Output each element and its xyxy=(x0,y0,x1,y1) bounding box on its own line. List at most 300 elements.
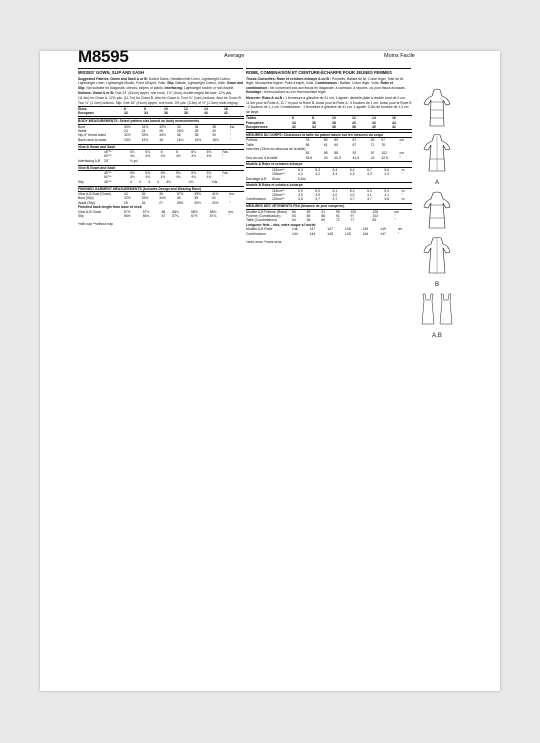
table-cell: 35 xyxy=(141,192,146,197)
table-cell: 4,0 xyxy=(332,193,338,198)
size-cell: 6 xyxy=(292,116,312,121)
table-cell: 4⅜ xyxy=(130,175,135,180)
table-cell: 4,1 xyxy=(384,193,390,198)
row-label: Taille (Combinaison) xyxy=(246,218,277,223)
table-cell: " xyxy=(228,213,230,218)
size-cell: 12 xyxy=(352,116,372,121)
table-cell: 147 xyxy=(309,227,316,232)
table-cell: m xyxy=(401,167,405,172)
table-cell: 33½ xyxy=(141,133,149,138)
table-cell: 5,0 xyxy=(315,188,320,193)
table-cell: 145 xyxy=(327,231,333,236)
size-cell: 44 xyxy=(392,120,396,125)
table-cell: 6⅛ xyxy=(206,150,212,155)
interfacing-lead: Interfacing: xyxy=(164,85,184,90)
table-cell: 30½ xyxy=(124,124,131,129)
table-cell: " xyxy=(399,155,401,160)
sizes-table-french xyxy=(246,115,412,130)
european-row xyxy=(78,111,244,116)
table-cell: 4⅜ xyxy=(175,154,181,159)
size-cell: 10 xyxy=(332,116,352,121)
table-cell: 88 xyxy=(334,151,339,156)
table-cell: 4⅜ xyxy=(145,175,151,180)
table-cell: 5,3 xyxy=(298,167,303,172)
table-cell: 83 xyxy=(292,214,296,219)
table-cell: 5,2 xyxy=(349,188,355,193)
table-cell: 32½ xyxy=(159,124,166,129)
table-cell: 66 xyxy=(306,218,311,223)
table-cell: 37½ xyxy=(176,192,184,197)
notions-lead: Mercerie: Robe A ou B : xyxy=(246,95,285,100)
size-cell: 6 xyxy=(124,107,144,112)
not-suitable-lead: Robe et combinaison : xyxy=(246,81,393,90)
fabric-width: 60"** xyxy=(104,175,112,180)
table-row xyxy=(246,156,412,160)
table-cell: " xyxy=(401,193,403,198)
table-cell: 76 xyxy=(381,142,385,147)
size-cell: 42 xyxy=(372,120,376,125)
row-label: Hip-9" below waist xyxy=(78,133,106,138)
size-cell: 40 xyxy=(352,120,356,125)
not-suitable-text: Ne convenant pas aux tissus en diagonale, à carreaux, à rayures, ou pour tissus écossais. xyxy=(269,85,406,90)
english-column xyxy=(78,71,244,227)
table-cell: 80 xyxy=(323,138,328,143)
table-cell: 57¼ xyxy=(172,213,179,218)
size-cell: 16 xyxy=(224,107,244,112)
table-cell: 88 xyxy=(321,214,326,219)
slip-table-english xyxy=(78,180,244,184)
table-cell: 30½ xyxy=(194,200,201,205)
sizes-label: Sizes xyxy=(78,107,124,112)
footnote-french: *avec sens **sans sens xyxy=(246,239,282,244)
row-label: Slip xyxy=(78,213,84,218)
table-cell: 16½ xyxy=(194,137,202,142)
table-cell: 34 xyxy=(124,192,128,197)
row-label: Waist xyxy=(78,129,87,134)
table-cell: cm xyxy=(397,227,403,232)
size-cell: 14 xyxy=(372,116,392,121)
slip-text: Batiste, Lightweight Cotton, Voile. xyxy=(175,81,226,86)
interfacing-text: Lightweight fusible or non-fusible. xyxy=(183,85,235,90)
table-cell: 16 xyxy=(159,137,164,142)
table-row xyxy=(246,232,412,236)
table-row xyxy=(246,177,412,181)
notions-french xyxy=(246,96,412,114)
fabric-width: 150cm** xyxy=(272,193,285,198)
interfacing-table-english xyxy=(78,159,244,163)
fabric-width: 150cm** xyxy=(272,172,285,177)
table-cell: 5,6 xyxy=(384,167,390,172)
size-cell: 38 xyxy=(352,125,372,130)
table-cell: 6 xyxy=(160,150,163,155)
garment-illustrations xyxy=(420,88,454,343)
size-cell: 14 xyxy=(204,107,224,112)
table-cell: 56½ xyxy=(124,213,131,218)
gown-a-back-drawing xyxy=(420,133,454,173)
size-cell: 32 xyxy=(124,111,144,116)
not-suitable-lead: Gown and Slip: xyxy=(78,81,244,90)
body-table-english xyxy=(78,125,244,142)
table-cell: 57½ xyxy=(124,209,131,214)
table-cell: 4⅜ xyxy=(191,175,196,180)
table-cell: 32½ xyxy=(124,196,131,201)
table-cell: 86 xyxy=(292,209,296,214)
size-cell: 34 xyxy=(312,125,332,130)
table-cell: 3,7 xyxy=(332,197,338,202)
table-cell: 28½ xyxy=(176,200,184,205)
table-cell: 5⅞ xyxy=(145,150,151,155)
table-cell: 42 xyxy=(370,155,375,160)
european-label: European xyxy=(78,111,124,116)
table-cell: 5,0 xyxy=(298,188,303,193)
fabric-width: 45"** xyxy=(104,150,112,155)
row-label: Bust (Slip) xyxy=(78,196,94,201)
table-cell: 3,7 xyxy=(315,197,320,202)
finished-table-english xyxy=(78,192,244,205)
size-cell: 42 xyxy=(224,111,244,116)
table-row xyxy=(78,180,244,184)
row-label: Poitrine xyxy=(246,138,258,143)
row-label: Combinaison xyxy=(246,197,266,202)
table-cell: 40 xyxy=(211,196,216,201)
table-cell: 3,9 xyxy=(315,193,320,198)
table-cell: 5⅝ xyxy=(130,171,135,176)
level-english: Average xyxy=(224,53,245,59)
table-cell: 23 xyxy=(124,129,128,134)
table-cell: 145 xyxy=(344,231,351,236)
table-cell: 4⅜ xyxy=(206,175,212,180)
table-cell: 78 xyxy=(305,138,310,143)
table-cell: 5,3 xyxy=(315,167,320,172)
row-label: Back-neck to waist xyxy=(78,137,107,142)
table-cell: 89 xyxy=(306,209,311,214)
table-cell: 95 xyxy=(335,209,340,214)
table-cell: " xyxy=(229,129,232,134)
french-column xyxy=(246,71,412,245)
size-cell: 8 xyxy=(312,116,332,121)
table-cell: 5,3 xyxy=(367,188,372,193)
table-cell: 4⅛ xyxy=(188,179,194,184)
table-cell: 147 xyxy=(380,231,386,236)
table-cell: 147 xyxy=(327,227,333,232)
table-cell: 149 xyxy=(380,227,386,232)
table-cell: 3,6 xyxy=(298,197,303,202)
slip-drawings xyxy=(420,292,454,326)
size-cell: 34 xyxy=(292,120,296,125)
table-cell: 0,6m xyxy=(298,176,306,181)
level-french: Moins Facile xyxy=(384,53,415,59)
table-cell: 16¾ xyxy=(212,137,219,142)
table-cell: 24 xyxy=(141,129,146,134)
table-cell: 4⅜ xyxy=(145,154,151,159)
view-b-table-french xyxy=(246,189,412,198)
table-cell: 39,5 xyxy=(305,155,313,160)
table-cell: 42,5 xyxy=(381,155,388,160)
table-cell: 4,3 xyxy=(332,172,338,177)
gown-a-front-drawing xyxy=(420,88,454,128)
table-cell: 67 xyxy=(352,142,357,147)
table-cell: 4⅜ xyxy=(160,175,166,180)
fabric-width: 60"** xyxy=(104,154,112,159)
interfacing-lead: Entoilage : xyxy=(246,90,264,95)
table-cell: cm xyxy=(394,209,399,214)
table-row xyxy=(78,159,244,163)
size-cell: 10 xyxy=(164,107,184,112)
body-table-french xyxy=(246,138,412,159)
header-rule-french xyxy=(246,68,411,69)
table-cell: 57¾ xyxy=(209,213,217,218)
row-label: Taille xyxy=(246,142,254,147)
table-cell: 83 xyxy=(305,151,310,156)
finished-heading: MESURES DES VÊTEMENTS FINI (Aisance de port comprise) xyxy=(246,203,412,210)
size-cell: 36 xyxy=(164,111,184,116)
row-label: Slip xyxy=(78,179,84,184)
table-cell: 32½ xyxy=(211,200,219,205)
table-cell: 97 xyxy=(381,138,385,143)
table-cell: 4⅜ xyxy=(191,154,196,159)
table-cell: 4 xyxy=(130,179,132,184)
size-cell: 16 xyxy=(392,116,412,121)
gown-b-back-drawing xyxy=(420,235,454,275)
table-cell: 146 xyxy=(292,227,298,232)
table-row xyxy=(78,214,244,218)
view-a-table-english xyxy=(78,150,244,159)
fabric-width: 115cm** xyxy=(272,188,285,193)
table-cell: 58¾ xyxy=(209,209,217,214)
view-a-heading: Modèle A Robe et ceinture-écharpe xyxy=(246,161,412,168)
table-cell: 15¾ xyxy=(141,137,149,142)
table-cell: 61 xyxy=(323,142,328,147)
table-cell: 92 xyxy=(370,138,375,143)
table-cell: 34½ xyxy=(159,133,166,138)
table-cell: 4⅜ xyxy=(130,154,135,159)
not-suitable-text: Not suitable for diagonals, checks, stripes or plaids. xyxy=(86,85,164,90)
slip-lead: Slip: xyxy=(167,81,175,86)
table-cell: 144 xyxy=(309,231,316,236)
table-cell: " xyxy=(229,133,232,138)
view-b-table-english xyxy=(78,171,244,180)
table-cell: 41½ xyxy=(211,192,219,197)
table-cell: 87 xyxy=(352,138,357,143)
size-cell: 40 xyxy=(372,125,392,130)
table-row xyxy=(78,138,244,142)
header-rule-english xyxy=(78,68,243,69)
table-cell: 4,3 xyxy=(384,172,390,177)
table-cell: 3,7 xyxy=(367,197,372,202)
table-cell: 4,1 xyxy=(367,193,372,198)
length-heading: Finished back length from base of neck xyxy=(78,204,142,209)
table-cell: " xyxy=(397,231,400,236)
table-cell: 91 xyxy=(321,209,326,214)
table-cell: 38 xyxy=(212,124,216,129)
table-cell: 4⅜ xyxy=(206,154,212,159)
row-label: Modèle A,B Poitrine (Robe) xyxy=(246,209,288,214)
row-label: Hanches (23cm au-dessous de la taille) xyxy=(246,146,306,151)
size-cell: 34 xyxy=(144,111,164,116)
table-cell: ins. xyxy=(229,124,236,129)
length-table-english xyxy=(78,210,244,219)
table-cell: 16¼ xyxy=(176,137,184,142)
table-cell: 83 xyxy=(334,138,339,143)
table-cell: 34 xyxy=(176,124,181,129)
size-cell: 40 xyxy=(204,111,224,116)
size-cell: 8 xyxy=(144,107,164,112)
length-heading: Longueur finie – dos, votre nuque à l'ourlet xyxy=(246,222,316,227)
table-cell: 64 xyxy=(334,142,339,147)
row-label: View A,B Gown xyxy=(78,209,102,214)
table-cell: 38 xyxy=(194,133,199,138)
table-cell: 15½ xyxy=(124,137,131,142)
table-cell: 25 xyxy=(124,200,128,205)
notions-lead: Notions: Gown A or B: xyxy=(78,91,115,96)
sizes-label: Tailles xyxy=(246,116,292,121)
table-cell: 34½ xyxy=(159,196,166,201)
size-cell: 38 xyxy=(332,120,336,125)
table-cell: 25 xyxy=(159,129,164,134)
slip-table-french xyxy=(246,197,412,201)
table-cell: 69 xyxy=(321,218,326,223)
row-label: Poitrine (Combinaison) xyxy=(246,214,281,219)
table-cell: cm xyxy=(399,151,404,156)
fabric-width: 115cm** xyxy=(272,167,285,172)
europeennes-label: Européennes xyxy=(246,125,292,130)
table-cell: 58 xyxy=(305,142,310,147)
table-cell: ¾ yd. xyxy=(130,158,139,163)
table-cell: Yds. xyxy=(221,150,229,155)
table-cell: 105 xyxy=(372,209,379,214)
table-cell: 57½ xyxy=(190,213,198,218)
table-cell: 144 xyxy=(292,231,298,236)
table-cell: 102 xyxy=(381,151,387,156)
table-cell: 3,9 xyxy=(298,193,303,198)
title-english: MISSES' GOWN, SLIP AND SASH xyxy=(78,70,144,75)
fabrics-french xyxy=(246,77,412,95)
table-cell: Ins. xyxy=(229,192,235,197)
view-ab-label: A,B xyxy=(432,333,442,339)
size-cell: 36 xyxy=(312,120,316,125)
table-cell: 4,3 xyxy=(367,172,372,177)
size-cell: 42 xyxy=(392,125,412,130)
table-cell: 4⅜ xyxy=(160,154,166,159)
table-cell: 27 xyxy=(159,200,163,205)
gown-b-front-drawing xyxy=(420,190,454,230)
slip-text: Batiste, Coton léger, Voile. xyxy=(339,81,380,86)
table-cell: 3,8 xyxy=(384,197,390,202)
row-label: Interfacing A,B xyxy=(78,158,101,163)
table-cell: 5⅞ xyxy=(191,171,196,176)
row-label: Bust xyxy=(78,124,85,129)
table-cell: 5,7 xyxy=(367,167,372,172)
slip-lead: Combinaison : xyxy=(315,81,339,86)
table-cell: 30 xyxy=(212,129,216,134)
table-cell: 31½ xyxy=(141,124,149,129)
fabric-width: 45"** xyxy=(104,171,112,176)
pattern-number: M8595 xyxy=(78,47,129,66)
table-cell: " xyxy=(221,154,224,159)
table-cell: 100 xyxy=(350,209,357,214)
table-cell: 5¾ xyxy=(175,171,181,176)
francaises-label: Françaises xyxy=(246,120,264,125)
table-cell: 33½ xyxy=(141,196,149,201)
sizes-table-english xyxy=(78,106,244,117)
view-b-label: B xyxy=(434,282,439,288)
finished-table-french xyxy=(246,210,412,223)
row-label: Combinaison xyxy=(246,231,266,236)
notions-text: One 24" (61cm) zipper, one hook, 1⅞" (4cm) double-edged flat lace: 12⅝ yds. (11.6m) for Gown A, 12⅞ yds. (11.7m) for Gown B. Also for Gown A: Four ⅜" (1cm) buttons. Also for Gown B: Two ⅜" (1.1cm) buttons. Slip: One 16" (41cm) zipper, one hook, 3⅝ yds. (3.3m) of ½" (1.3cm) wide edging. xyxy=(78,91,242,105)
interfacing-text: thermocollant ou non thermocollant léger. xyxy=(264,90,327,95)
table-cell: 40 xyxy=(212,133,216,138)
table-cell: 5,1 xyxy=(332,188,338,193)
size-cell: 32 xyxy=(292,125,312,130)
table-cell: 148 xyxy=(344,227,351,232)
table-cell: 4 xyxy=(148,179,150,184)
table-cell: 71 xyxy=(370,142,375,147)
table-cell: 3,7 xyxy=(349,197,355,202)
table-cell: 5⅞ xyxy=(206,171,212,176)
fabric-width: 51cm xyxy=(272,176,281,181)
view-b-heading: Modèle B Robe et ceinture-écharpe xyxy=(246,182,412,189)
row-label: Waist (Slip) xyxy=(78,200,96,205)
size-cell: 36 xyxy=(332,125,352,130)
table-cell: 36 xyxy=(176,196,181,201)
fabric-width: 45"** xyxy=(104,179,112,184)
table-cell: " xyxy=(401,172,403,177)
row-label: View A,B Bust (Gown) xyxy=(78,192,112,197)
table-cell: 4,2 xyxy=(298,172,303,177)
notions-english xyxy=(78,91,244,105)
fabrics-text: Dotted Swiss, Handkerchief Linen, Lightweight Cotton, Lightweight Linen, Lightweight Muslin, Point d'Esprit, Voile. xyxy=(78,76,231,86)
table-cell: " xyxy=(394,214,396,219)
table-cell: 26½ xyxy=(176,129,184,134)
size-cell: 12 xyxy=(184,107,204,112)
table-cell: 5⅝ xyxy=(145,171,151,176)
table-cell: 4 xyxy=(139,179,141,184)
table-cell: 5,4 xyxy=(332,167,338,172)
table-cell: 36 xyxy=(176,133,181,138)
table-cell: 58½ xyxy=(190,209,198,214)
table-cell: " xyxy=(229,196,231,201)
table-cell: 4,0 xyxy=(349,193,355,198)
table-cell: 36 xyxy=(194,124,199,129)
fabric-width: 115cm** xyxy=(272,197,285,202)
table-cell: 41,5 xyxy=(352,155,360,160)
row-label: Modèle A,B Robe xyxy=(246,227,273,232)
table-cell: 6⅛ xyxy=(191,150,196,155)
table-cell: 97 xyxy=(350,214,355,219)
table-cell: 77 xyxy=(350,218,355,223)
table-row xyxy=(246,197,412,201)
footnote-english: *with nap **without nap xyxy=(78,222,113,227)
table-cell: " xyxy=(221,175,224,180)
table-cell: m xyxy=(401,188,405,193)
fabrics-english xyxy=(78,77,244,91)
table-cell: Yds. xyxy=(211,179,219,184)
table-cell: 57 xyxy=(161,213,166,218)
table-cell: 26 xyxy=(141,200,146,205)
table-cell: 58¼ xyxy=(172,209,179,214)
table-cell: 32½ xyxy=(124,133,131,138)
table-cell: 85 xyxy=(323,151,328,156)
length-table-french xyxy=(246,227,412,236)
fabric-width: 20" xyxy=(104,158,109,163)
table-cell: 149 xyxy=(362,227,369,232)
title-french: ROBE, COMBINAISON ET CEINTURE-ÉCHARPE POUR JEUNES FEMMES xyxy=(246,70,392,75)
fabrics-lead: Tissus Conseillés: Robe et ceinture-écharpe A ou B : xyxy=(246,76,332,81)
table-cell: 102 xyxy=(372,214,379,219)
view-a-heading: View A Gown and Sash xyxy=(78,144,244,151)
table-cell: 4⅛ xyxy=(166,179,171,184)
table-cell: 36 xyxy=(159,192,163,197)
